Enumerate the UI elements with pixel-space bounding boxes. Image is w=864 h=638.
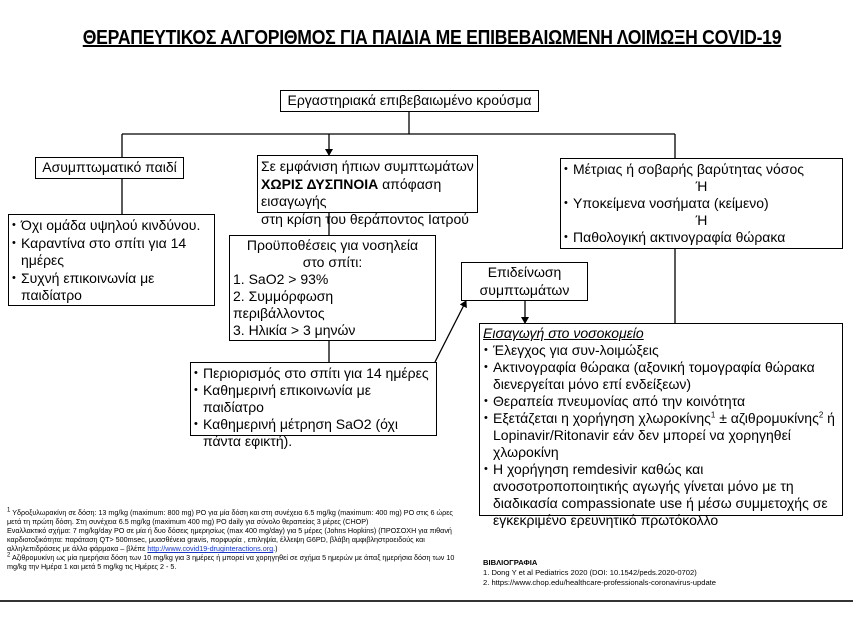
list-item bbox=[483, 410, 839, 461]
home-conditions-heading: Προϋποθέσεις για νοσηλεία στο σπίτι: bbox=[246, 237, 419, 270]
list-item: • Μέτριας ή σοβαρής βαρύτητας νόσος bbox=[563, 161, 840, 178]
home-condition-item: 1. SaO2 > 93% bbox=[233, 271, 329, 287]
list-item: • Καθημερινή μέτρηση SaO2 (όχι πάντα εφικτή). bbox=[193, 416, 434, 450]
alt-regimen-text: Εναλλακτικό σχήμα: 7 mg/kg/day PO σε μία ή δυο δόσεις ημερησίως (max 400 mg/day) για 5 μέρες (Johns Hopkins) (ΠΡΟΣΟΧΗ για πιθανή καρδιοτοξικότητα: παράταση QT> 500msec, μυασθένεια gravis, πορφυρία , επιληψία, έλλειψη G6PD, βλάβη αμφιβληστροειδούς και αλληλεπιδράσεις με άλλα φάρμακα – βλέπε bbox=[7, 526, 452, 553]
home-conditions-box bbox=[229, 235, 436, 341]
mild-line-1: Σε εμφάνιση ήπιων συμπτωμάτων bbox=[261, 158, 474, 174]
references-heading: ΒΙΒΛΙΟΓΡΑΦΙΑ bbox=[483, 558, 538, 567]
list-item: • Έλεγχος για συν-λοιμώξεις bbox=[483, 342, 839, 359]
footnote-ref-2: 2 bbox=[818, 410, 824, 420]
bottom-rule bbox=[0, 600, 853, 602]
home-care-box bbox=[190, 362, 437, 449]
mild-line-2 bbox=[261, 176, 474, 211]
list-item: • Όχι ομάδα υψηλού κινδύνου. bbox=[11, 217, 212, 235]
footnote-1-text: Υδροξυλωρακίνη σε δόση: 13 mg/kg (maximum: 800 mg) PO για μία δόση και στη συνέχεια 6.5 mg/kg (maximum: 400 mg) PO στις 6 ώρες μετά τη πρώτη δόση. Στη συνέχεια 6.5 mg/kg (maximum 400 mg) PO daily για σύνολο θεραπείας 3 μέρες (CHOP) bbox=[7, 508, 453, 526]
root-label: Εργαστηριακά επιβεβαιωμένο κρούσμα bbox=[287, 92, 532, 108]
lopinavir-text: ή Lopinavir/Ritonavir εάν δεν μπορεί να χορηγηθεί χλωροκίνη bbox=[493, 410, 835, 460]
footnotes bbox=[7, 508, 465, 571]
worsening-label: Επιδείνωση συμπτωμάτων bbox=[479, 264, 570, 298]
or-separator: Ή bbox=[695, 212, 708, 228]
or-separator: Ή bbox=[695, 178, 708, 194]
root-box bbox=[280, 90, 539, 112]
list-item: • Καραντίνα στο σπίτι για 14 ημέρες bbox=[11, 235, 212, 270]
connector-care-worsening bbox=[435, 301, 466, 362]
list-item: • Θεραπεία πνευμονίας από την κοινότητα bbox=[483, 393, 839, 410]
list-item: • Υποκείμενα νοσήματα (κείμενο) bbox=[563, 195, 840, 212]
footnote-1 bbox=[7, 508, 465, 526]
drug-interactions-link[interactable]: http://www.covid19-druginteractions.org bbox=[147, 544, 274, 553]
footnote-2 bbox=[7, 553, 465, 571]
severe-box bbox=[560, 158, 843, 249]
home-condition-item: 2. Συμμόρφωση περιβάλλοντος bbox=[233, 288, 334, 321]
azithromycin-text: ± αζιθρομυκίνης bbox=[715, 410, 819, 426]
list-item: • Συχνή επικοινωνία με παιδίατρο bbox=[11, 270, 212, 305]
page-title: ΘΕΡΑΠΕΥΤΙΚΟΣ ΑΛΓΟΡΙΘΜΟΣ ΓΙΑ ΠΑΙΔΙΑ ΜΕ ΕΠΙΒΕΒΑΙΩΜΕΝΗ ΛΟΙΜΩΞΗ COVID-19 bbox=[82, 27, 782, 49]
hospital-admission-box bbox=[479, 323, 843, 528]
list-item: • Η χορήγηση remdesivir καθώς και ανοσοτροποποιητικής αγωγής γίνεται μόνο με τη διαδικασία compassionate use ή μέσω συμμετοχής σε εγκεκριμένο ερευνητικό πρωτόκολλο bbox=[483, 461, 839, 529]
list-item: • Ακτινογραφία θώρακα (αξονική τομογραφία θώρακα διενεργείται μόνο επί ενδείξεων) bbox=[483, 359, 839, 393]
asymptomatic-label: Ασυμπτωματικό παιδί bbox=[42, 159, 177, 175]
footnote-alt-regimen bbox=[7, 526, 465, 553]
footnote-2-mark: 2 bbox=[7, 552, 11, 559]
footnote-2-text: Αζιθρομυκίνη ως μία ημερήσια δόση των 10 mg/kg για 3 ημέρες ή μπορεί να χορηγηθεί σε σχήμα 5 ημερών με άπαξ ημερήσια δόση των 10 mg/kg την Ημέρα 1 και μετά 5 mg/kg τις Ημέρες 2 - 5. bbox=[7, 553, 455, 571]
asymptomatic-box bbox=[35, 157, 184, 179]
reference-item[interactable]: 2. https://www.chop.edu/healthcare-professionals-coronavirus-update bbox=[483, 578, 717, 587]
asymptomatic-actions-box bbox=[8, 214, 215, 306]
list-item: • Περιορισμός στο σπίτι για 14 ημέρες bbox=[193, 365, 434, 382]
footnote-ref-1: 1 bbox=[710, 410, 716, 420]
list-item: • Καθημερινή επικοινωνία με παιδίατρο bbox=[193, 382, 434, 416]
chloroquine-text: Εξετάζεται η χορήγηση χλωροκίνης bbox=[493, 410, 711, 426]
mild-symptoms-box bbox=[257, 155, 478, 227]
list-item: • Παθολογική ακτινογραφία θώρακα bbox=[563, 229, 840, 246]
mild-line-3: στη κρίση του θεράποντος Ιατρού bbox=[261, 210, 469, 227]
footnote-1-mark: 1 bbox=[7, 507, 11, 514]
home-condition-item: 3. Ηλικία > 3 μηνών bbox=[233, 322, 356, 338]
reference-item: 1. Dong Y et al Pediatrics 2020 (DOI: 10.1542/peds.2020-0702) bbox=[483, 568, 697, 577]
worsening-box bbox=[461, 262, 588, 301]
hospital-heading: Εισαγωγή στο νοσοκομείο bbox=[483, 325, 644, 341]
mild-line-2-rest: απόφαση εισαγωγής bbox=[261, 175, 442, 209]
references bbox=[483, 558, 843, 588]
alt-regimen-end: .) bbox=[273, 544, 278, 553]
no-dyspnea-emphasis: ΧΩΡΙΣ ΔΥΣΠΝΟΙΑ bbox=[261, 175, 379, 192]
